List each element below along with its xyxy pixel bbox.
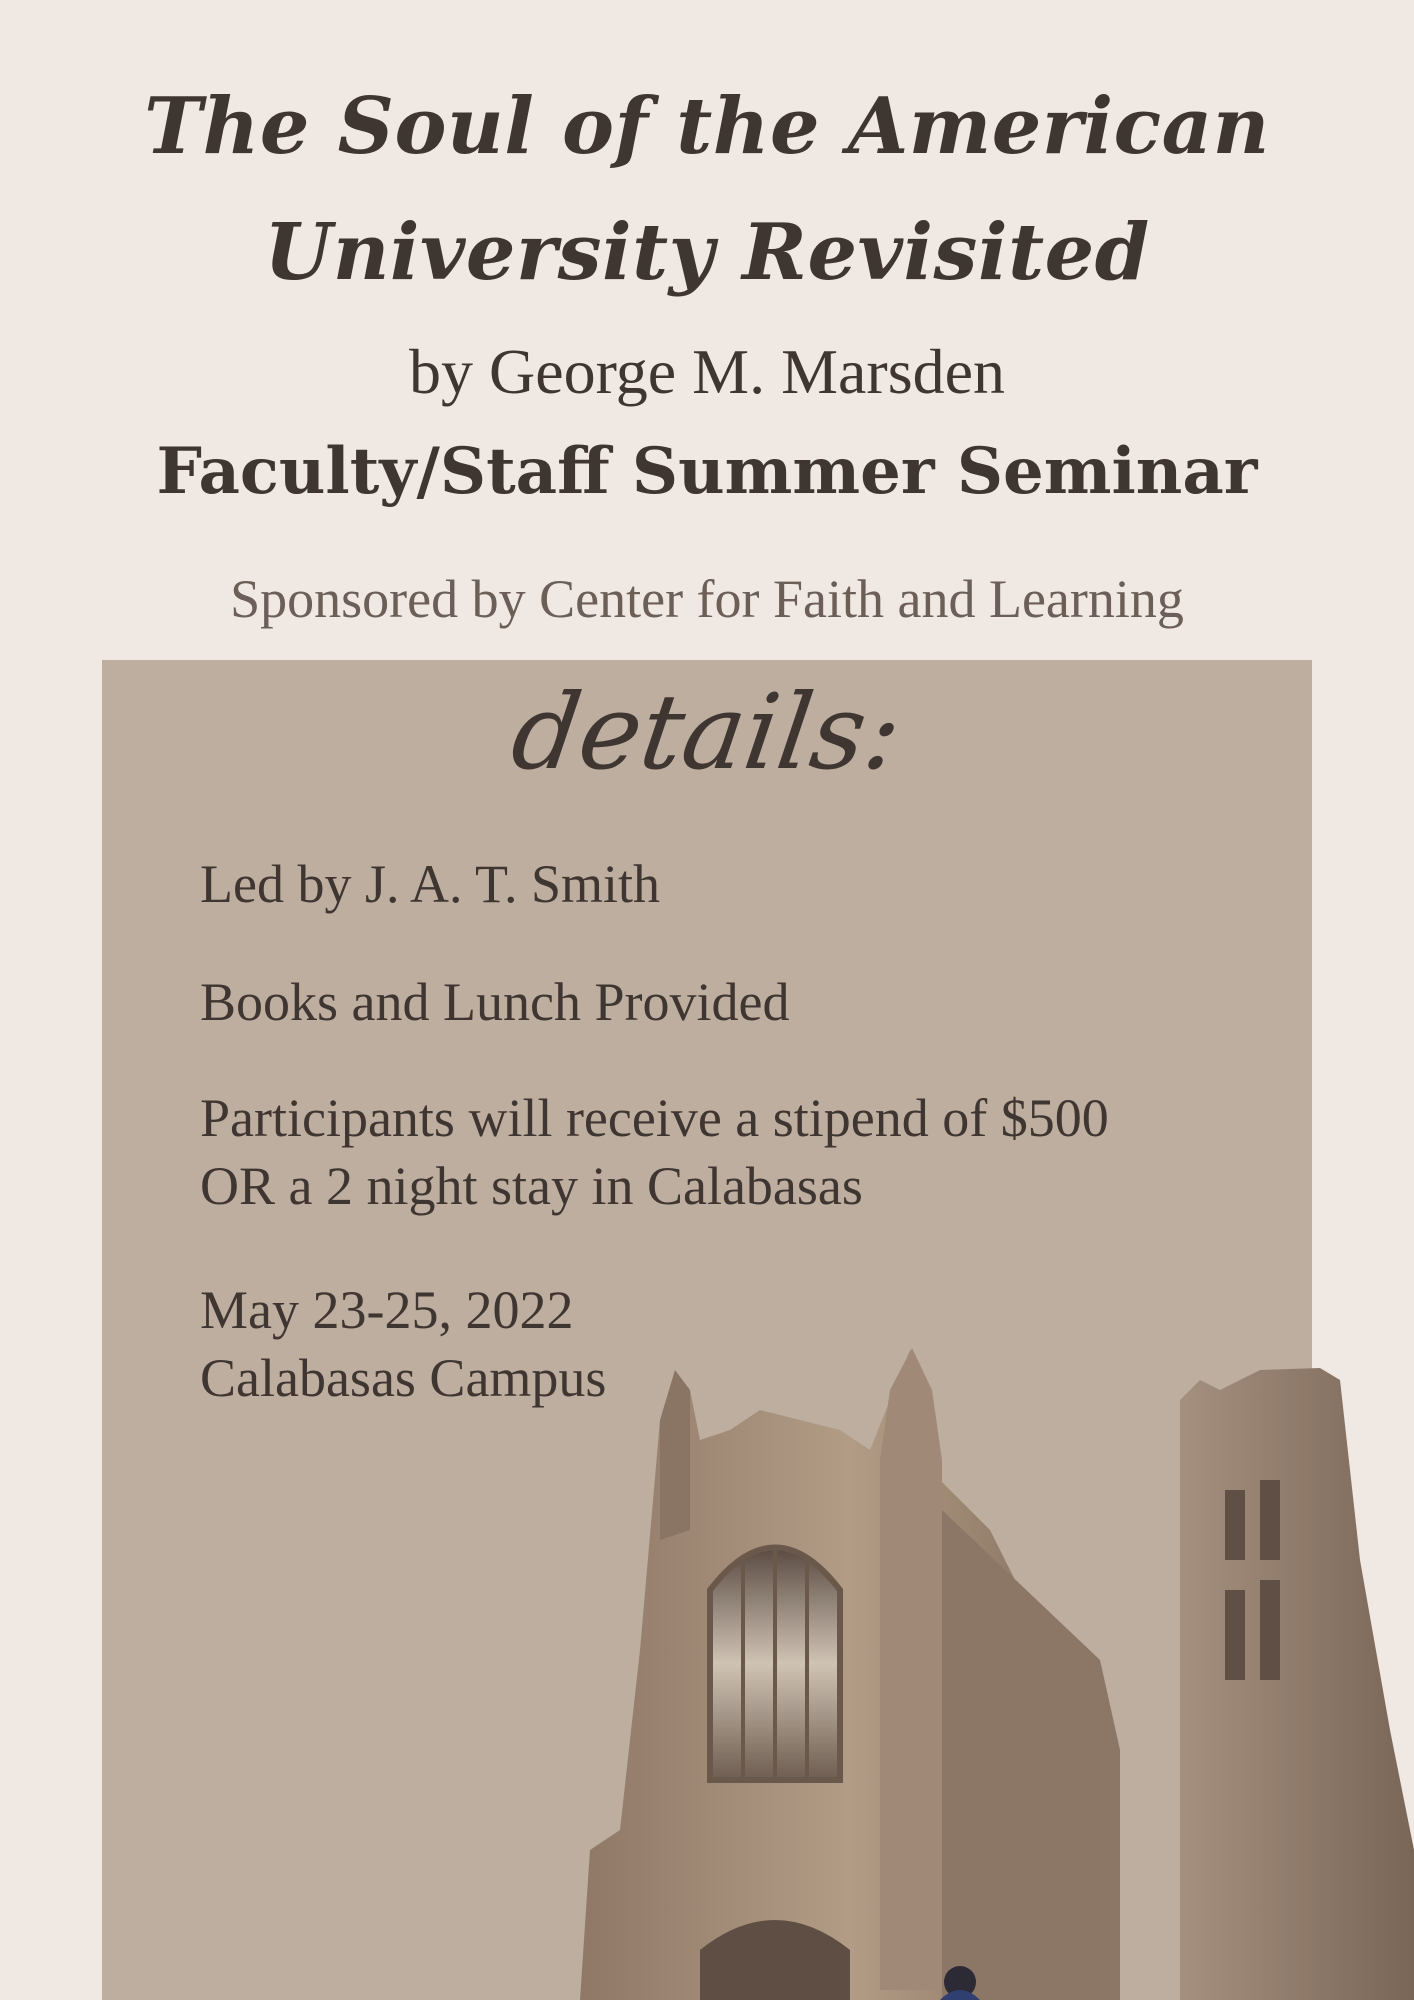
bell-tower xyxy=(1180,1368,1414,2000)
event-name: Faculty/Staff Summer Seminar xyxy=(156,434,1258,509)
stipend-line-2: OR a 2 night stay in Calabasas xyxy=(200,1156,863,1216)
stipend-line-1: Participants will receive a stipend of $500 xyxy=(200,1088,1109,1148)
provided-text: Books and Lunch Provided xyxy=(200,972,790,1032)
leader-text: Led by J. A. T. Smith xyxy=(200,854,661,914)
location-text: Calabasas Campus xyxy=(200,1348,607,1408)
left-pinnacle xyxy=(660,1370,690,1540)
author-line: by George M. Marsden xyxy=(408,336,1006,407)
gothic-chapel-image xyxy=(560,1330,1414,2000)
chapel-tower xyxy=(880,1348,942,1990)
date-text: May 23-25, 2022 xyxy=(200,1280,574,1340)
detail-stipend xyxy=(200,1084,1109,1220)
detail-provided xyxy=(200,968,789,1036)
details-heading: details: xyxy=(504,671,909,793)
title-line-1: The Soul of the American xyxy=(144,81,1270,172)
nave-side xyxy=(942,1510,1120,2000)
detail-leader xyxy=(200,850,660,918)
sponsor-line: Sponsored by Center for Faith and Learning xyxy=(230,569,1184,629)
title-line-2: University Revisited xyxy=(264,207,1150,298)
detail-date-location xyxy=(200,1276,606,1412)
